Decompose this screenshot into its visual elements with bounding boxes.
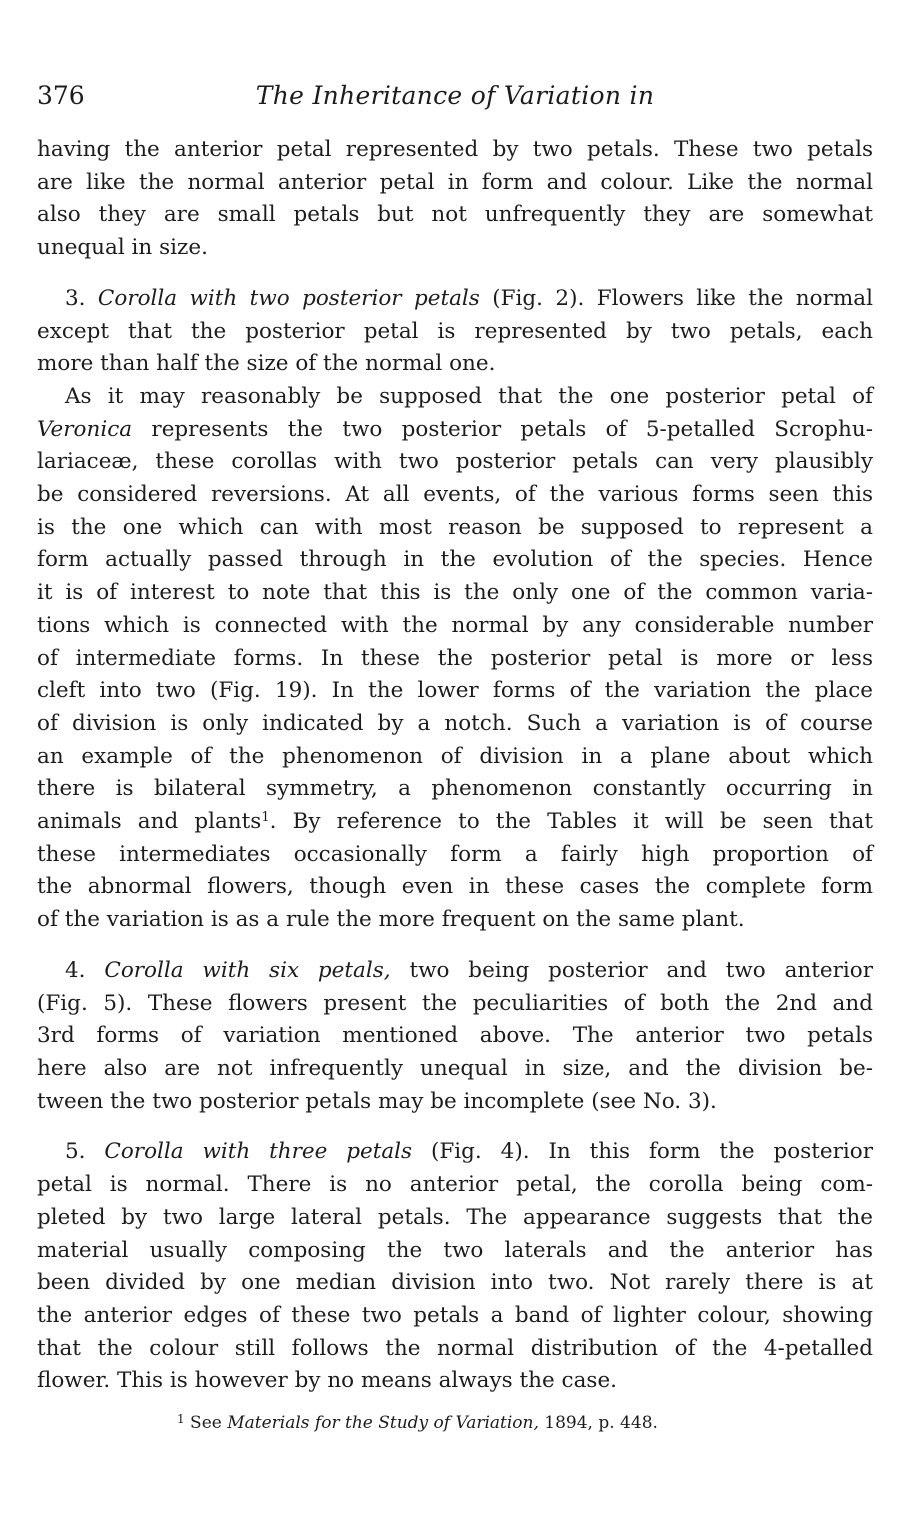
footnote-ref: 1 (261, 810, 270, 826)
text-line: Veronica represents the two posterior petals of 5-petalled Scrophu- (37, 416, 873, 442)
text-line: there is bilateral symmetry, a phenomenon constantly occurring in (37, 776, 873, 802)
item-heading: Corolla with three petals (104, 1139, 413, 1165)
item-number: 4. (65, 957, 86, 983)
paragraph-item-5 (37, 1136, 873, 1398)
text-line: tween the two posterior petals may be incomplete (see No. 3). (37, 1088, 717, 1114)
text-line: here also are not infrequently unequal in size, and the division be- (37, 1055, 873, 1081)
footnote-marker: 1 (177, 1412, 185, 1427)
text-line: animals and plants$^1$. By reference to the Tables it will be seen that (37, 809, 873, 835)
text-line: (Fig. 5). These flowers present the peculiarities of both the 2nd and (37, 990, 873, 1016)
item-heading: Corolla with six petals, (104, 957, 391, 983)
text-line: is the one which can with most reason be supposed to represent a (37, 514, 873, 540)
text-line: having the anterior petal represented by two petals. These two petals (37, 137, 873, 162)
text-line: of division is only indicated by a notch. Such a variation is of course (37, 710, 873, 736)
text-line: flower. This is however by no means always the case. (37, 1368, 618, 1394)
text-line: the abnormal flowers, though even in these cases the complete form (37, 874, 873, 900)
item-number: 5. (65, 1139, 86, 1165)
text-line: except that the posterior petal is represented by two petals, each (37, 318, 873, 344)
footnote-title: Materials for the Study of Variation, (227, 1413, 539, 1434)
paragraph-item-3 (37, 283, 873, 381)
page-number: 376 (37, 81, 85, 110)
item-heading: Corolla with two posterior petals (97, 285, 480, 311)
text-line: cleft into two (Fig. 19). In the lower forms of the variation the place (37, 678, 873, 704)
text-line: form actually passed through in the evolution of the species. Hence (37, 547, 873, 573)
text-line: the anterior edges of these two petals a band of lighter colour, showing (37, 1302, 873, 1328)
text-line: petal is normal. There is no anterior petal, the corolla being com- (37, 1172, 873, 1198)
text-line: an example of the phenomenon of division in a plane about which (37, 743, 873, 769)
text-line: that the colour still follows the normal distribution of the 4-petalled (37, 1335, 873, 1361)
text-line: it is of interest to note that this is the only one of the common varia- (37, 580, 873, 606)
text-line: 3. Corolla with two posterior petals (Fig. 2). Flowers like the normal (65, 285, 873, 311)
text-line: more than half the size of the normal one. (37, 351, 496, 377)
running-title: The Inheritance of Variation in (255, 81, 655, 110)
body-text (37, 134, 873, 1398)
paragraph-continuation (37, 134, 873, 265)
text-line: pleted by two large lateral petals. The appearance suggests that the (37, 1204, 873, 1230)
text-line: tions which is connected with the normal by any considerable number (37, 612, 873, 638)
footnote: $^1$ See Materials for the Study of Variation, 1894, p. 448. (177, 1412, 658, 1434)
text-line: 4. Corolla with six petals, two being posterior and two anterior (65, 957, 873, 983)
book-page (37, 76, 873, 1436)
paragraph-item-4 (37, 955, 873, 1119)
paragraph-discussion (37, 381, 873, 937)
item-number: 3. (65, 285, 86, 311)
text-line: unequal in size. (37, 235, 208, 261)
text-line: 3rd forms of variation mentioned above. The anterior two petals (37, 1023, 873, 1049)
text-line: also they are small petals but not unfrequently they are somewhat (37, 202, 873, 228)
page-header (37, 76, 873, 116)
text-line: of intermediate forms. In these the posterior petal is more or less (37, 645, 873, 671)
text-line: material usually composing the two laterals and the anterior has (37, 1237, 873, 1263)
text-line: are like the normal anterior petal in form and colour. Like the normal (37, 169, 873, 195)
text-line: be considered reversions. At all events, of the various forms seen this (37, 482, 873, 508)
genus-name: Veronica (37, 416, 133, 442)
text-line: of the variation is as a rule the more frequent on the same plant. (37, 907, 745, 933)
text-line: been divided by one median division into two. Not rarely there is at (37, 1270, 873, 1296)
text-line: 5. Corolla with three petals (Fig. 4). In this form the posterior (65, 1139, 873, 1165)
text-line: these intermediates occasionally form a fairly high proportion of (37, 841, 873, 867)
text-line: As it may reasonably be supposed that the one posterior petal of (65, 383, 873, 409)
text-line: lariaceæ, these corollas with two posterior petals can very plausibly (37, 449, 873, 475)
